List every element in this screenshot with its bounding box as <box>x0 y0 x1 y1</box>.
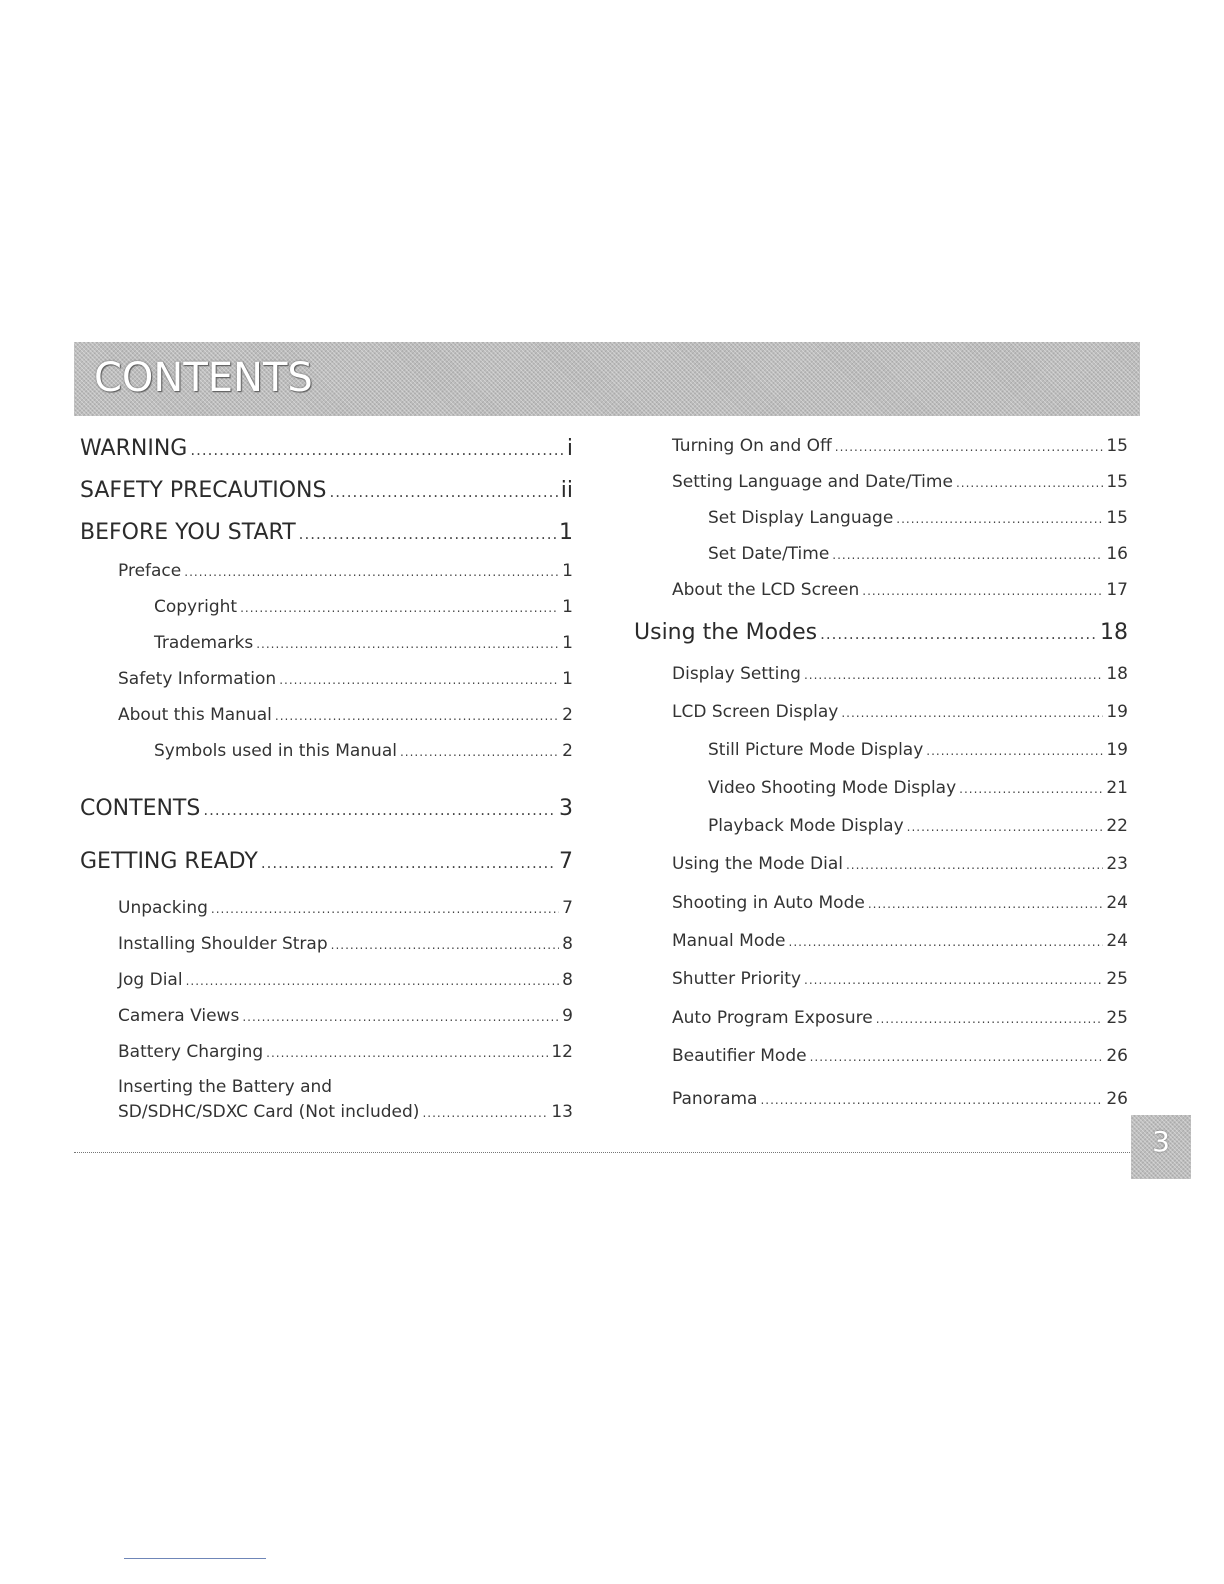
leader-dots <box>331 938 560 952</box>
toc-entry-title: Using the Mode Dial <box>672 854 843 874</box>
leader-dots <box>789 935 1104 949</box>
toc-entry-title: Beautifier Mode <box>672 1046 807 1066</box>
leader-dots <box>959 782 1103 796</box>
toc-entry-warning[interactable] <box>80 436 573 461</box>
toc-entry-title: About the LCD Screen <box>672 580 860 600</box>
leader-dots <box>203 801 556 819</box>
toc-entry-page: 9 <box>562 1006 573 1026</box>
toc-entry-page: 24 <box>1106 893 1128 913</box>
toc-entry-title: Turning On and Off <box>672 436 832 456</box>
page-number-tab <box>1131 1115 1191 1179</box>
toc-entry-page: 25 <box>1106 969 1128 989</box>
leader-dots <box>422 1101 548 1126</box>
toc-entry-copyright[interactable] <box>154 597 573 617</box>
toc-entry-page: 1 <box>562 597 573 617</box>
leader-dots <box>275 709 559 723</box>
toc-entry-set-date-time[interactable] <box>708 544 1128 564</box>
toc-entry-title: Preface <box>118 561 182 581</box>
toc-entry-page: 1 <box>562 561 573 581</box>
leader-dots <box>261 854 556 872</box>
toc-entry-title: WARNING <box>80 436 188 461</box>
page-title: CONTENTS <box>94 355 313 401</box>
toc-entry-unpacking[interactable] <box>118 898 573 918</box>
toc-entry-shutter-priority[interactable] <box>672 969 1128 989</box>
toc-entry-turning-on-off[interactable] <box>672 436 1128 456</box>
leader-dots <box>242 1010 559 1024</box>
toc-entry-manual-mode[interactable] <box>672 931 1128 951</box>
leader-dots <box>907 820 1104 834</box>
leader-dots <box>279 673 559 687</box>
toc-entry-preface[interactable] <box>118 561 573 581</box>
toc-entry-page: 18 <box>1106 664 1128 684</box>
bottom-rule <box>124 1558 266 1559</box>
toc-entry-using-the-modes[interactable] <box>634 620 1128 645</box>
toc-entry-page: 15 <box>1106 508 1128 528</box>
toc-entry-title: Shooting in Auto Mode <box>672 893 865 913</box>
toc-entry-title: Symbols used in this Manual <box>154 741 397 761</box>
toc-entry-about-lcd-screen[interactable] <box>672 580 1128 600</box>
leader-dots <box>760 1093 1103 1107</box>
toc-entry-title: BEFORE YOU START <box>80 520 296 545</box>
toc-entry-title: Set Date/Time <box>708 544 830 564</box>
leader-dots <box>926 744 1103 758</box>
leader-dots <box>329 483 557 501</box>
toc-entry-page: 19 <box>1106 702 1128 722</box>
leader-dots <box>186 974 560 988</box>
toc-entry-title: About this Manual <box>118 705 272 725</box>
toc-entry-page: 1 <box>562 669 573 689</box>
toc-entry-page: 26 <box>1106 1046 1128 1066</box>
contents-banner <box>74 342 1140 416</box>
toc-entry-title: Setting Language and Date/Time <box>672 472 953 492</box>
leader-dots <box>240 601 559 615</box>
leader-dots <box>820 625 1097 643</box>
toc-entry-shooting-auto-mode[interactable] <box>672 893 1128 913</box>
toc-entry-title: Battery Charging <box>118 1042 264 1062</box>
leader-dots <box>835 440 1104 454</box>
footer-divider <box>74 1152 1132 1153</box>
leader-dots <box>256 637 559 651</box>
leader-dots <box>956 476 1103 490</box>
toc-entry-page: 1 <box>562 633 573 653</box>
toc-entry-page: 23 <box>1106 854 1128 874</box>
toc-entry-camera-views[interactable] <box>118 1006 573 1026</box>
leader-dots <box>846 858 1103 872</box>
toc-entry-page: 12 <box>551 1042 573 1062</box>
toc-entry-page: 3 <box>559 796 573 821</box>
toc-entry-title: Auto Program Exposure <box>672 1008 873 1028</box>
toc-entry-page: 2 <box>562 741 573 761</box>
toc-entry-inserting-battery[interactable] <box>118 1075 573 1126</box>
toc-entry-page: 2 <box>562 705 573 725</box>
toc-entry-beautifier-mode[interactable] <box>672 1046 1128 1066</box>
toc-entry-page: 16 <box>1106 544 1128 564</box>
toc-entry-trademarks[interactable] <box>154 633 573 653</box>
toc-entry-title: SAFETY PRECAUTIONS <box>80 478 327 503</box>
toc-entry-lcd-screen-display[interactable] <box>672 702 1128 722</box>
leader-dots <box>299 525 556 543</box>
toc-entry-page: 26 <box>1106 1089 1128 1109</box>
toc-entry-setting-language[interactable] <box>672 472 1128 492</box>
leader-dots <box>211 902 559 916</box>
toc-entry-row <box>118 1100 573 1126</box>
leader-dots <box>876 1012 1104 1026</box>
page-number: 3 <box>1152 1125 1170 1158</box>
toc-entry-page: 8 <box>562 934 573 954</box>
leader-dots <box>266 1046 548 1060</box>
toc-entry-playback-mode[interactable] <box>708 816 1128 836</box>
toc-entry-title: Set Display Language <box>708 508 894 528</box>
leader-dots <box>896 512 1103 526</box>
toc-entry-title: Shutter Priority <box>672 969 802 989</box>
toc-entry-title: CONTENTS <box>80 796 201 821</box>
toc-entry-title-line2: SD/SDHC/SDXC Card (Not included) <box>118 1102 420 1122</box>
toc-entry-contents[interactable] <box>80 796 573 821</box>
toc-entry-page: ii <box>560 478 573 503</box>
toc-entry-page: 15 <box>1106 436 1128 456</box>
toc-entry-page: i <box>566 436 573 461</box>
toc-entry-page: 7 <box>559 849 573 874</box>
leader-dots <box>841 706 1103 720</box>
toc-entry-before-you-start[interactable] <box>80 520 573 545</box>
toc-entry-title: Safety Information <box>118 669 277 689</box>
toc-entry-jog-dial[interactable] <box>118 970 573 990</box>
toc-entry-title: LCD Screen Display <box>672 702 839 722</box>
leader-dots <box>190 441 564 459</box>
toc-entry-page: 8 <box>562 970 573 990</box>
toc-entry-title: GETTING READY <box>80 849 258 874</box>
toc-entry-symbols-used[interactable] <box>154 741 573 761</box>
toc-entry-title: Trademarks <box>154 633 254 653</box>
leader-dots <box>868 897 1104 911</box>
toc-entry-safety-information[interactable] <box>118 669 573 689</box>
toc-entry-auto-program-exposure[interactable] <box>672 1008 1128 1028</box>
toc-entry-title: Still Picture Mode Display <box>708 740 924 760</box>
toc-entry-using-mode-dial[interactable] <box>672 854 1128 874</box>
toc-entry-page: 15 <box>1106 472 1128 492</box>
toc-entry-title: Video Shooting Mode Display <box>708 778 957 798</box>
toc-entry-title: Installing Shoulder Strap <box>118 934 328 954</box>
toc-entry-page: 13 <box>551 1102 573 1122</box>
toc-entry-display-setting[interactable] <box>672 664 1128 684</box>
toc-entry-title: Display Setting <box>672 664 801 684</box>
toc-entry-about-this-manual[interactable] <box>118 705 573 725</box>
leader-dots <box>400 745 559 759</box>
toc-entry-title: Using the Modes <box>634 620 818 645</box>
toc-entry-title-line1: Inserting the Battery and <box>118 1077 333 1097</box>
toc-entry-battery-charging[interactable] <box>118 1042 573 1062</box>
leader-dots <box>832 548 1103 562</box>
toc-entry-installing-shoulder-strap[interactable] <box>118 934 573 954</box>
toc-entry-title: Panorama <box>672 1089 758 1109</box>
leader-dots <box>810 1050 1104 1064</box>
toc-entry-safety-precautions[interactable] <box>80 478 573 503</box>
toc-entry-page: 24 <box>1106 931 1128 951</box>
toc-entry-page: 18 <box>1100 620 1128 645</box>
toc-entry-title: Manual Mode <box>672 931 786 951</box>
toc-entry-page: 7 <box>562 898 573 918</box>
toc-entry-title: Playback Mode Display <box>708 816 904 836</box>
toc-entry-page: 1 <box>559 520 573 545</box>
toc-entry-title: Unpacking <box>118 898 208 918</box>
toc-entry-page: 17 <box>1106 580 1128 600</box>
toc-entry-video-shooting-mode[interactable] <box>708 778 1128 798</box>
leader-dots <box>804 973 1103 987</box>
toc-entry-page: 22 <box>1106 816 1128 836</box>
leader-dots <box>862 584 1103 598</box>
toc-entry-title: Copyright <box>154 597 238 617</box>
leader-dots <box>184 565 559 579</box>
toc-entry-still-picture-mode[interactable] <box>708 740 1128 760</box>
toc-entry-page: 21 <box>1106 778 1128 798</box>
toc-entry-title: Camera Views <box>118 1006 240 1026</box>
toc-entry-panorama[interactable] <box>672 1089 1128 1109</box>
toc-entry-page: 25 <box>1106 1008 1128 1028</box>
toc-entry-set-display-language[interactable] <box>708 508 1128 528</box>
toc-entry-title: Jog Dial <box>118 970 183 990</box>
toc-entry-getting-ready[interactable] <box>80 849 573 874</box>
leader-dots <box>804 668 1103 682</box>
toc-entry-page: 19 <box>1106 740 1128 760</box>
